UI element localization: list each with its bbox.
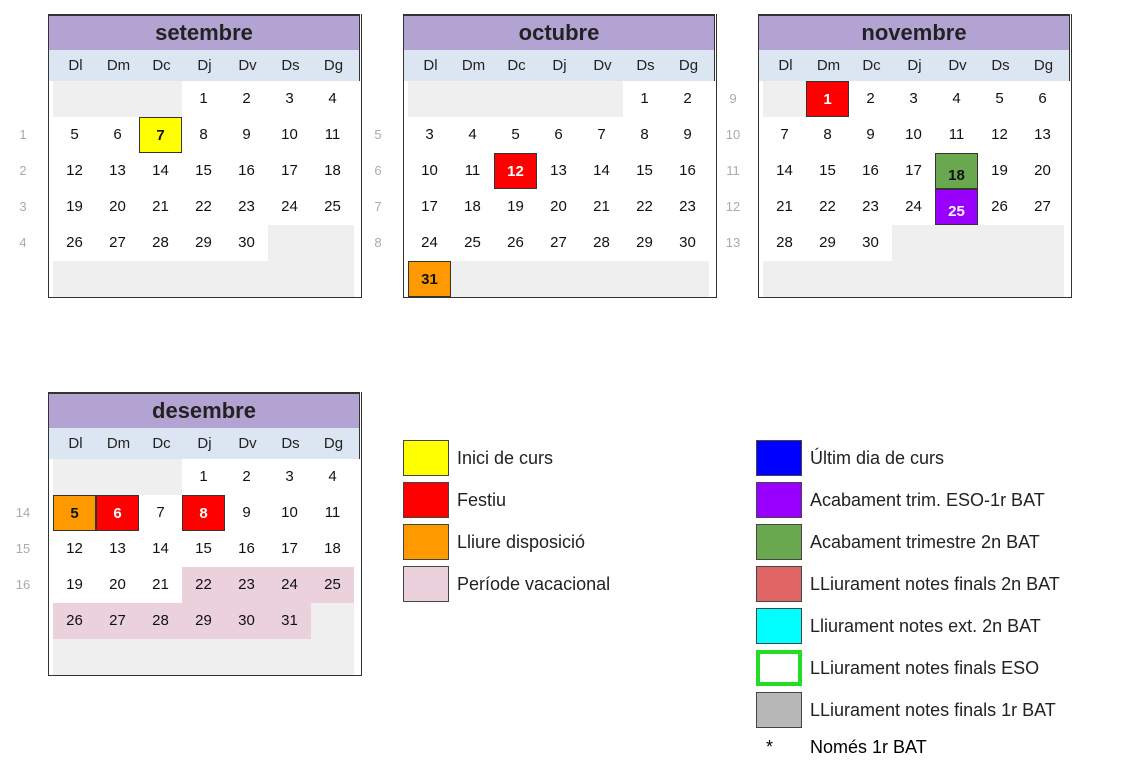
- legend-swatch: [756, 566, 802, 602]
- day-cell: 29: [182, 603, 225, 639]
- day-cell: 7: [597, 126, 606, 143]
- day-cell: 4: [328, 90, 337, 107]
- weekday-label: Dv: [238, 57, 257, 74]
- day-cell: 14: [152, 162, 169, 179]
- weekday-label: Dc: [862, 57, 881, 74]
- day-cell: [580, 261, 623, 297]
- day-cell: 8: [199, 126, 208, 143]
- day-cell: 5: [511, 126, 520, 143]
- weekday-label: Dc: [507, 57, 526, 74]
- day-cell: [763, 261, 806, 297]
- legend-swatch: [403, 566, 449, 602]
- day-cell: [53, 639, 96, 675]
- day-cell: 4: [468, 126, 477, 143]
- weekday-label: Dl: [778, 57, 793, 74]
- day-cell: 2: [866, 90, 875, 107]
- legend-item: [756, 524, 1136, 560]
- weekday-label: Ds: [281, 435, 300, 452]
- day-cell: 3: [285, 468, 294, 485]
- legend-label: Acabament trim. ESO-1r BAT: [810, 490, 1045, 510]
- legend-label: LLiurament notes finals ESO: [810, 658, 1040, 678]
- day-cell: 12: [66, 162, 83, 179]
- legend-label: Lliurament notes ext. 2n BAT: [810, 616, 1041, 636]
- day-cell: 26: [66, 234, 83, 251]
- day-cell: [268, 639, 311, 675]
- day-cell: 3: [425, 126, 434, 143]
- legend-label: Inici de curs: [457, 448, 554, 468]
- week-number: 12: [725, 199, 741, 214]
- day-cell: 16: [679, 162, 696, 179]
- day-cell: [96, 459, 139, 495]
- day-cell: 26: [507, 234, 524, 251]
- day-cell: 29: [636, 234, 653, 251]
- day-cell: 27: [96, 603, 139, 639]
- day-cell: 18: [935, 153, 978, 189]
- day-cell: 19: [991, 162, 1008, 179]
- day-cell: [268, 225, 311, 261]
- day-cell: 29: [819, 234, 836, 251]
- legend-swatch: [756, 482, 802, 518]
- week-number: 3: [19, 199, 27, 214]
- day-cell: 7: [780, 126, 789, 143]
- month-title: octubre: [403, 14, 715, 50]
- day-cell: 8: [823, 126, 832, 143]
- day-cell: 18: [464, 198, 481, 215]
- day-cell: 15: [636, 162, 653, 179]
- day-cell: 10: [281, 126, 298, 143]
- weekday-header: [758, 50, 1070, 81]
- day-cell: 17: [281, 540, 298, 557]
- day-cell: [96, 261, 139, 297]
- legend-item: [756, 482, 1136, 518]
- legend-item: [756, 440, 1136, 476]
- day-cell: 24: [421, 234, 438, 251]
- week-number: 8: [374, 235, 382, 250]
- month-title: setembre: [48, 14, 360, 50]
- legend-item: [756, 692, 1136, 728]
- legend-item: [756, 608, 1136, 644]
- weekday-label: Dm: [816, 57, 841, 74]
- footnote-label: Només 1r BAT: [810, 737, 927, 757]
- day-cell: 2: [683, 90, 692, 107]
- day-cell: 16: [238, 540, 255, 557]
- legend-label: Període vacacional: [457, 574, 611, 594]
- week-number: 1: [19, 127, 27, 142]
- month-title: novembre: [758, 14, 1070, 50]
- weekday-header: [403, 50, 715, 81]
- weekday-label: Dg: [323, 57, 344, 74]
- day-cell: 6: [96, 495, 139, 531]
- day-cell: 1: [806, 81, 849, 117]
- weekday-label: Dm: [461, 57, 486, 74]
- day-cell: 19: [66, 576, 83, 593]
- week-number: 16: [15, 577, 31, 592]
- weekday-label: Dg: [323, 435, 344, 452]
- day-cell: 13: [550, 162, 567, 179]
- legend-label: Festiu: [457, 490, 507, 510]
- day-cell: 3: [285, 90, 294, 107]
- week-number: 5: [374, 127, 382, 142]
- day-cell: 9: [683, 126, 692, 143]
- day-cell: 30: [679, 234, 696, 251]
- weekday-label: Dg: [1033, 57, 1054, 74]
- day-cell: 6: [113, 126, 122, 143]
- day-cell: 21: [152, 576, 169, 593]
- day-cell: 25: [324, 198, 341, 215]
- day-cell: [1021, 261, 1064, 297]
- day-cell: 17: [281, 162, 298, 179]
- day-cell: 31: [408, 261, 451, 297]
- weekday-label: Dc: [152, 57, 171, 74]
- day-cell: 10: [905, 126, 922, 143]
- day-cell: [623, 261, 666, 297]
- day-cell: 18: [324, 540, 341, 557]
- day-cell: 9: [242, 504, 251, 521]
- day-cell: 28: [139, 603, 182, 639]
- day-cell: 8: [640, 126, 649, 143]
- legend-label: Lliure disposició: [457, 532, 586, 552]
- day-cell: 28: [776, 234, 793, 251]
- day-cell: [139, 639, 182, 675]
- day-cell: 27: [109, 234, 126, 251]
- legend-swatch: [756, 524, 802, 560]
- day-cell: [53, 81, 96, 117]
- weekday-label: Dg: [678, 57, 699, 74]
- day-cell: 6: [1038, 90, 1047, 107]
- day-cell: 28: [593, 234, 610, 251]
- day-cell: 9: [866, 126, 875, 143]
- day-cell: [892, 261, 935, 297]
- day-cell: 26: [991, 198, 1008, 215]
- day-cell: 24: [268, 567, 311, 603]
- week-number: 13: [725, 235, 741, 250]
- day-cell: [311, 639, 354, 675]
- day-cell: [268, 261, 311, 297]
- day-cell: 21: [776, 198, 793, 215]
- weekday-label: Dv: [238, 435, 257, 452]
- day-cell: 31: [268, 603, 311, 639]
- day-cell: 30: [862, 234, 879, 251]
- legend-item: [403, 524, 703, 560]
- day-cell: 20: [550, 198, 567, 215]
- day-cell: [408, 81, 451, 117]
- weekday-label: Ds: [991, 57, 1010, 74]
- day-cell: [935, 225, 978, 261]
- legend-swatch: [756, 440, 802, 476]
- day-cell: 23: [679, 198, 696, 215]
- legend-item: [403, 440, 703, 476]
- weekday-header: [48, 50, 360, 81]
- legend-swatch: [756, 650, 802, 686]
- day-cell: 16: [862, 162, 879, 179]
- day-cell: [494, 81, 537, 117]
- day-cell: 5: [53, 495, 96, 531]
- legend-label: LLiurament notes finals 2n BAT: [810, 574, 1060, 594]
- day-cell: 11: [324, 504, 341, 521]
- day-cell: 4: [328, 468, 337, 485]
- legend-label: LLiurament notes finals 1r BAT: [810, 700, 1056, 720]
- day-cell: 3: [909, 90, 918, 107]
- legend-item: [403, 482, 703, 518]
- week-number: 14: [15, 505, 31, 520]
- day-cell: [935, 261, 978, 297]
- day-cell: 10: [421, 162, 438, 179]
- day-cell: 4: [952, 90, 961, 107]
- week-number: 15: [15, 541, 31, 556]
- day-cell: [451, 81, 494, 117]
- day-cell: [666, 261, 709, 297]
- day-cell: [96, 639, 139, 675]
- day-cell: [139, 81, 182, 117]
- day-cell: [537, 81, 580, 117]
- day-cell: 30: [238, 234, 255, 251]
- day-cell: 19: [66, 198, 83, 215]
- day-cell: [494, 261, 537, 297]
- footnote-mark: *: [766, 737, 774, 757]
- day-cell: 25: [464, 234, 481, 251]
- day-cell: 25: [311, 567, 354, 603]
- legend-left: [403, 440, 703, 610]
- legend-label: Acabament trimestre 2n BAT: [810, 532, 1040, 552]
- weekday-label: Ds: [281, 57, 300, 74]
- day-cell: 13: [109, 162, 126, 179]
- day-cell: 1: [199, 90, 208, 107]
- day-cell: [311, 603, 354, 639]
- weekday-label: Dl: [68, 57, 83, 74]
- day-cell: 15: [195, 162, 212, 179]
- week-number: 10: [725, 127, 741, 142]
- day-cell: 22: [636, 198, 653, 215]
- legend-swatch: [756, 608, 802, 644]
- day-cell: 18: [324, 162, 341, 179]
- week-number: 9: [729, 91, 737, 106]
- day-cell: 20: [109, 576, 126, 593]
- day-cell: 14: [152, 540, 169, 557]
- legend-item: [756, 650, 1136, 686]
- day-cell: 15: [195, 540, 212, 557]
- weekday-label: Dj: [197, 57, 212, 74]
- week-number: 4: [19, 235, 27, 250]
- day-cell: 9: [242, 126, 251, 143]
- day-cell: 16: [238, 162, 255, 179]
- day-cell: [892, 225, 935, 261]
- day-cell: 6: [554, 126, 563, 143]
- day-cell: 5: [995, 90, 1004, 107]
- legend-label: Últim dia de curs: [810, 448, 945, 468]
- day-cell: [849, 261, 892, 297]
- day-cell: 22: [819, 198, 836, 215]
- day-cell: 27: [550, 234, 567, 251]
- day-cell: 26: [53, 603, 96, 639]
- day-cell: 23: [862, 198, 879, 215]
- day-cell: 8: [182, 495, 225, 531]
- day-cell: 7: [139, 117, 182, 153]
- day-cell: [182, 261, 225, 297]
- day-cell: 11: [464, 162, 481, 179]
- day-cell: 13: [109, 540, 126, 557]
- day-cell: [53, 459, 96, 495]
- week-number: 6: [374, 163, 382, 178]
- day-cell: 25: [935, 189, 978, 225]
- weekday-label: Dv: [948, 57, 967, 74]
- day-cell: 23: [238, 198, 255, 215]
- day-cell: 29: [195, 234, 212, 251]
- day-cell: [763, 81, 806, 117]
- day-cell: 19: [507, 198, 524, 215]
- day-cell: [139, 459, 182, 495]
- legend-swatch: [403, 482, 449, 518]
- legend-swatch: [403, 440, 449, 476]
- day-cell: 7: [156, 504, 165, 521]
- day-cell: 23: [225, 567, 268, 603]
- weekday-label: Dl: [423, 57, 438, 74]
- day-cell: [806, 261, 849, 297]
- week-number: 2: [19, 163, 27, 178]
- weekday-header: [48, 428, 360, 459]
- legend-item: [756, 566, 1136, 602]
- day-cell: [225, 639, 268, 675]
- day-cell: 24: [905, 198, 922, 215]
- legend-swatch: [756, 692, 802, 728]
- day-cell: 11: [948, 126, 965, 143]
- day-cell: 13: [1034, 126, 1051, 143]
- day-cell: 21: [152, 198, 169, 215]
- week-number: 11: [726, 163, 740, 178]
- day-cell: 2: [242, 468, 251, 485]
- day-cell: 1: [640, 90, 649, 107]
- day-cell: 5: [70, 126, 79, 143]
- day-cell: 20: [1034, 162, 1051, 179]
- day-cell: 20: [109, 198, 126, 215]
- weekday-label: Ds: [636, 57, 655, 74]
- weekday-label: Dl: [68, 435, 83, 452]
- day-cell: [978, 225, 1021, 261]
- weekday-label: Dc: [152, 435, 171, 452]
- day-cell: 12: [66, 540, 83, 557]
- day-cell: 30: [225, 603, 268, 639]
- day-cell: 12: [991, 126, 1008, 143]
- day-cell: 27: [1034, 198, 1051, 215]
- day-cell: [139, 261, 182, 297]
- day-cell: 14: [776, 162, 793, 179]
- day-cell: [182, 639, 225, 675]
- day-cell: [978, 261, 1021, 297]
- day-cell: 17: [905, 162, 922, 179]
- weekday-label: Dm: [106, 57, 131, 74]
- weekday-label: Dm: [106, 435, 131, 452]
- legend-item: [403, 566, 703, 602]
- day-cell: 10: [281, 504, 298, 521]
- day-cell: 2: [242, 90, 251, 107]
- week-number: 7: [374, 199, 382, 214]
- day-cell: 1: [199, 468, 208, 485]
- weekday-label: Dj: [907, 57, 922, 74]
- day-cell: 21: [593, 198, 610, 215]
- day-cell: [225, 261, 268, 297]
- day-cell: 17: [421, 198, 438, 215]
- day-cell: [311, 261, 354, 297]
- month-title: desembre: [48, 392, 360, 428]
- day-cell: [451, 261, 494, 297]
- day-cell: [53, 261, 96, 297]
- day-cell: [311, 225, 354, 261]
- day-cell: [580, 81, 623, 117]
- day-cell: 22: [195, 198, 212, 215]
- day-cell: 22: [182, 567, 225, 603]
- day-cell: [537, 261, 580, 297]
- weekday-label: Dj: [552, 57, 567, 74]
- day-cell: 12: [494, 153, 537, 189]
- weekday-label: Dj: [197, 435, 212, 452]
- legend-swatch: [403, 524, 449, 560]
- day-cell: 14: [593, 162, 610, 179]
- day-cell: 28: [152, 234, 169, 251]
- day-cell: 11: [324, 126, 341, 143]
- day-cell: 24: [281, 198, 298, 215]
- day-cell: 15: [819, 162, 836, 179]
- weekday-label: Dv: [593, 57, 612, 74]
- day-cell: [96, 81, 139, 117]
- legend-right: [756, 440, 1136, 740]
- day-cell: [1021, 225, 1064, 261]
